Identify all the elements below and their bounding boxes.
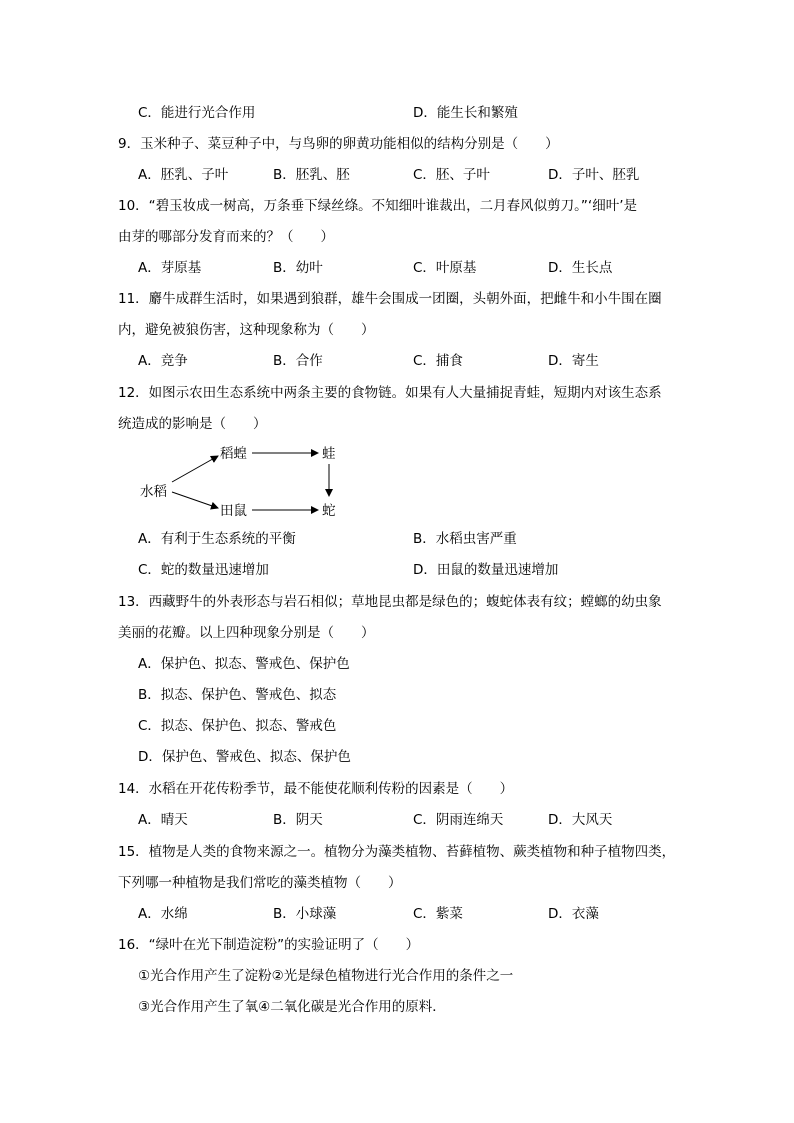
q11-option-d[interactable]: D．寄生 (548, 353, 599, 369)
q10-option-b[interactable]: B．幼叶 (273, 260, 323, 276)
node-frog: 蛙 (322, 446, 336, 462)
q12-option-a[interactable]: A．有利于生态系统的平衡 (138, 531, 296, 547)
q12-stem-line1: 12．如图示农田生态系统中两条主要的食物链。如果有人大量捕捉青蛙，短期内对该生态系 (118, 385, 662, 401)
q11-stem-line1: 11．麝牛成群生活时，如果遇到狼群，雄牛会围成一团圈，头朝外面，把雌牛和小牛围在圈 (118, 291, 662, 307)
q12-option-c[interactable]: C．蛇的数量迅速增加 (138, 562, 269, 578)
q16-stem: 16．“绿叶在光下制造淀粉”的实验证明了（ ） (118, 937, 420, 953)
q14-option-a[interactable]: A．晴天 (138, 812, 188, 828)
q11-stem-line2: 内，避免被狼伤害，这种现象称为（ ） (118, 322, 375, 338)
q14-stem: 14．水稻在开花传粉季节，最不能使花顺利传粉的因素是（ ） (118, 781, 514, 797)
q10-options (138, 258, 738, 278)
q16-statement-2: ③光合作用产生了氧④二氧化碳是光合作用的原料． (138, 999, 446, 1015)
q12-option-d[interactable]: D．田鼠的数量迅速增加 (413, 562, 559, 578)
q12-options-row1 (138, 529, 738, 549)
q15-stem-line1: 15．植物是人类的食物来源之一。植物分为藻类植物、苔藓植物、蕨类植物和种子植物四类， (118, 844, 676, 860)
q9-option-b[interactable]: B．胚乳、胚 (273, 167, 350, 183)
arrow-rice-locust (172, 456, 218, 482)
q14-options (138, 810, 738, 830)
food-chain-diagram (130, 436, 360, 528)
q15-option-c[interactable]: C．紫菜 (413, 906, 463, 922)
q11-option-c[interactable]: C．捕食 (413, 353, 463, 369)
q11-option-b[interactable]: B．合作 (273, 353, 323, 369)
q9-option-a[interactable]: A．胚乳、子叶 (138, 167, 229, 183)
q10-stem-line1: 10．“碧玉妆成一树高，万条垂下绿丝绦。不知细叶谁裁出，二月春风似剪刀。”‘细叶’是 (118, 198, 637, 214)
q9-option-d[interactable]: D．子叶、胚乳 (548, 167, 640, 183)
q16-statement-1: ①光合作用产生了淀粉②光是绿色植物进行光合作用的条件之一 (138, 968, 514, 984)
arrow-rice-mouse (172, 492, 218, 508)
node-rice: 水稻 (140, 484, 167, 500)
q13-stem-line1: 13．西藏野牛的外表形态与岩石相似；草地昆虫都是绿色的；蝮蛇体表有纹；螳螂的幼虫象 (118, 594, 662, 610)
q13-option-c[interactable]: C．拟态、保护色、拟态、警戒色 (138, 718, 337, 734)
q14-option-c[interactable]: C．阴雨连绵天 (413, 812, 504, 828)
q11-options (138, 351, 738, 371)
q9-option-c[interactable]: C．胚、子叶 (413, 167, 490, 183)
q13-option-d[interactable]: D．保护色、警戒色、拟态、保护色 (138, 749, 351, 765)
q14-option-d[interactable]: D．大风天 (548, 812, 613, 828)
q12-option-b[interactable]: B．水稻虫害严重 (413, 531, 517, 547)
q13-option-b[interactable]: B．拟态、保护色、警戒色、拟态 (138, 687, 337, 703)
q12-options-row2 (138, 560, 738, 580)
q15-option-a[interactable]: A．水绵 (138, 906, 188, 922)
q11-option-a[interactable]: A．竞争 (138, 353, 188, 369)
q9-options (138, 165, 738, 185)
q15-stem-line2: 下列哪一种植物是我们常吃的藻类植物（ ） (118, 875, 402, 891)
q10-option-a[interactable]: A．芽原基 (138, 260, 202, 276)
node-snake: 蛇 (322, 503, 336, 519)
node-locust: 稻蝗 (220, 446, 247, 462)
q8-option-d[interactable]: D．能生长和繁殖 (413, 105, 518, 121)
q10-option-c[interactable]: C．叶原基 (413, 260, 477, 276)
q13-option-a[interactable]: A．保护色、拟态、警戒色、保护色 (138, 656, 350, 672)
q10-option-d[interactable]: D．生长点 (548, 260, 613, 276)
q12-stem-line2: 统造成的影响是（ ） (118, 416, 267, 432)
q8-options (138, 103, 738, 123)
node-mouse: 田鼠 (220, 503, 247, 519)
q14-option-b[interactable]: B．阴天 (273, 812, 323, 828)
q15-option-b[interactable]: B．小球藻 (273, 906, 337, 922)
q13-stem-line2: 美丽的花瓣。以上四种现象分别是（ ） (118, 625, 375, 641)
q15-option-d[interactable]: D．衣藻 (548, 906, 599, 922)
q10-stem-line2: 由芽的哪部分发育而来的？（ ） (118, 229, 334, 245)
q9-stem: 9．玉米种子、菜豆种子中，与鸟卵的卵黄功能相似的结构分别是（ ） (118, 136, 559, 152)
q15-options (138, 904, 738, 924)
q8-option-c[interactable]: C．能进行光合作用 (138, 105, 256, 121)
